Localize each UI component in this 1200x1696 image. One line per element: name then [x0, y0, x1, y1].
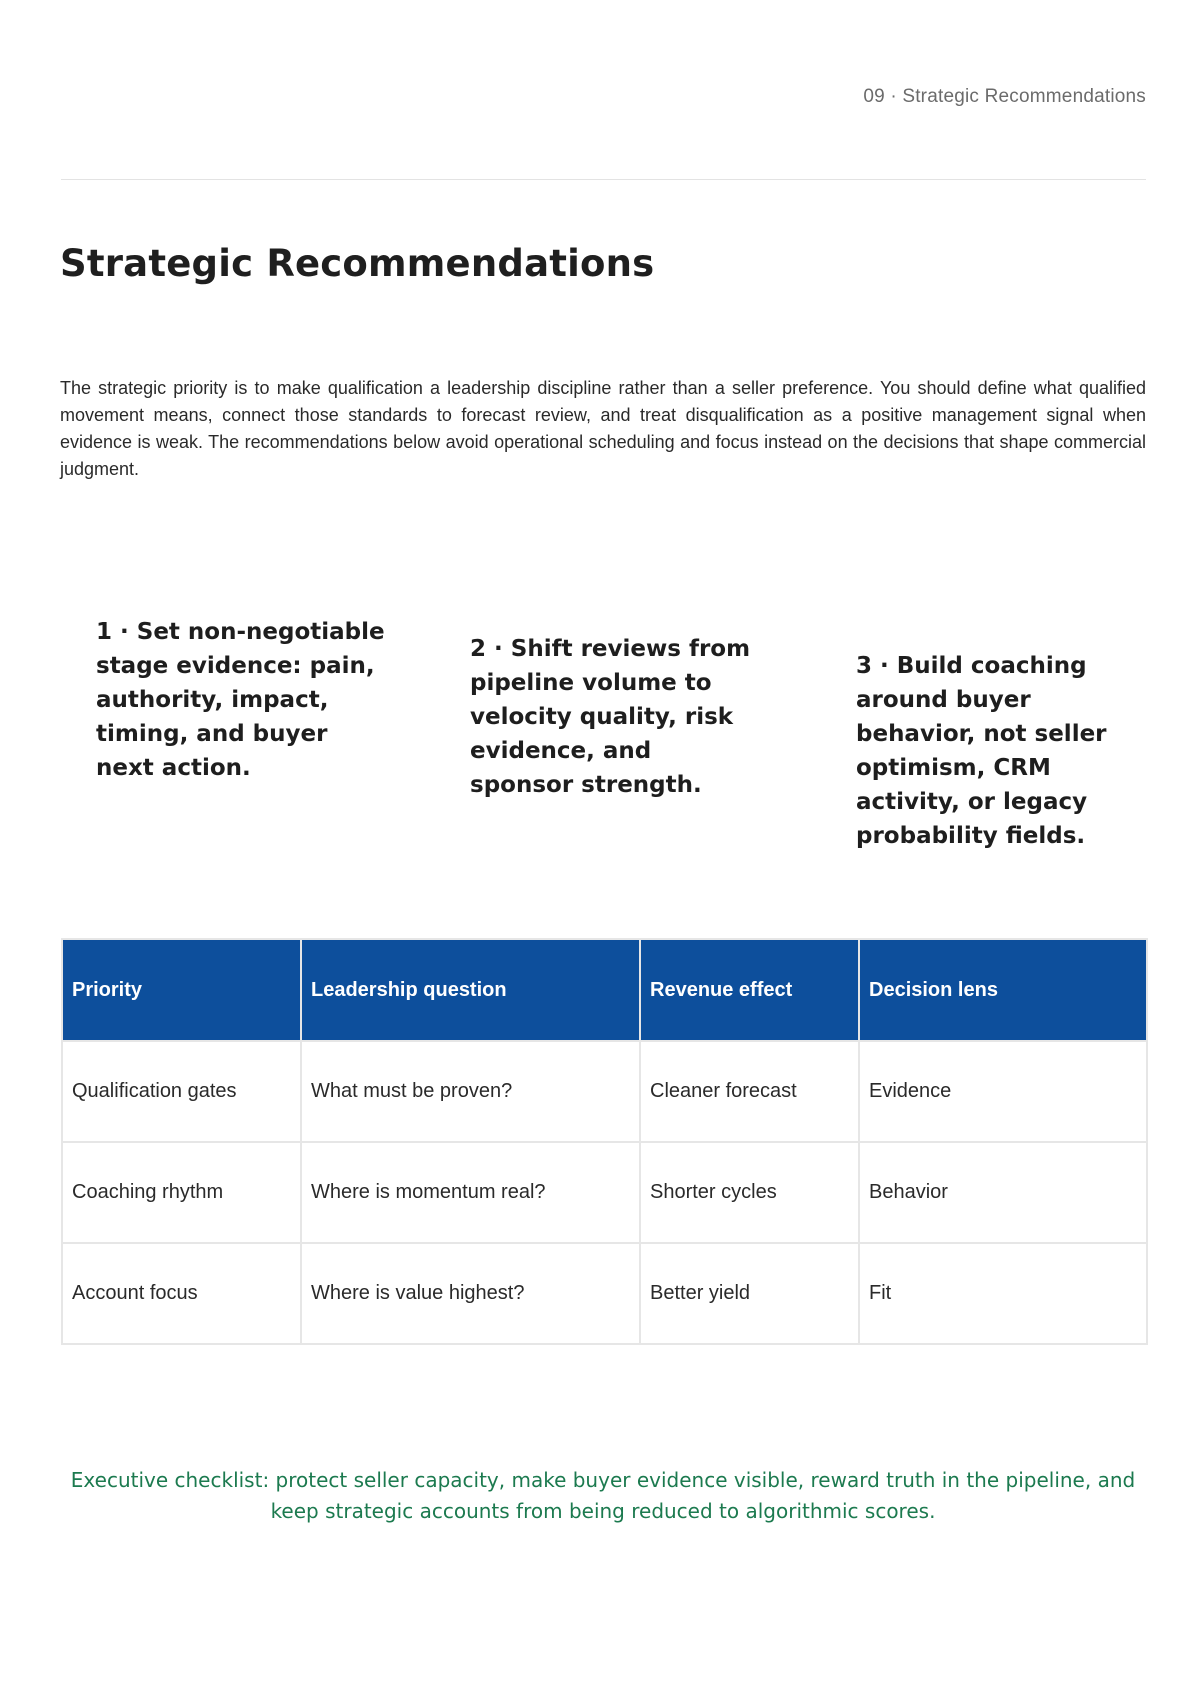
cell-decision-lens: Fit — [859, 1243, 1147, 1344]
recommendation-2: 2 · Shift reviews from pipeline volume to velocity quality, risk evidence, and sponsor strength. — [470, 636, 751, 798]
header-revenue-effect: Revenue effect — [640, 939, 859, 1041]
header-priority: Priority — [62, 939, 301, 1041]
recommendation-3: 3 · Build coaching around buyer behavior, not seller optimism, CRM activity, or legacy probability fields. — [856, 653, 1107, 849]
cell-revenue-effect: Shorter cycles — [640, 1142, 859, 1243]
cell-priority: Qualification gates — [62, 1041, 301, 1142]
cell-leadership-question: Where is momentum real? — [301, 1142, 640, 1243]
recommendation-1: 1 · Set non-negotiable stage evidence: pain, authority, impact, timing, and buyer next action. — [96, 619, 385, 781]
cell-leadership-question: Where is value highest? — [301, 1243, 640, 1344]
cell-decision-lens: Behavior — [859, 1142, 1147, 1243]
running-header: 09 · Strategic Recommendations — [863, 86, 1146, 107]
header-divider — [61, 179, 1146, 180]
cell-revenue-effect: Better yield — [640, 1243, 859, 1344]
cell-leadership-question: What must be proven? — [301, 1041, 640, 1142]
table-row — [62, 1142, 1147, 1243]
table-header-row — [62, 939, 1147, 1041]
header-decision-lens: Decision lens — [859, 939, 1147, 1041]
intro-paragraph: The strategic priority is to make qualification a leadership discipline rather than a seller preference. You should define what qualified movement means, connect those standards to forecast review, and treat disqualification as a positive management signal when evidence is weak. The recommendations below avoid operational scheduling and focus instead on the decisions that shape commercial judgment. — [60, 378, 1146, 479]
cell-priority: Coaching rhythm — [62, 1142, 301, 1243]
cell-revenue-effect: Cleaner forecast — [640, 1041, 859, 1142]
cell-decision-lens: Evidence — [859, 1041, 1147, 1142]
executive-checklist: Executive checklist: protect seller capacity, make buyer evidence visible, reward truth in the pipeline, and keep strategic accounts from being reduced to algorithmic scores. — [70, 1468, 1136, 1523]
page-title: Strategic Recommendations — [60, 242, 655, 285]
cell-priority: Account focus — [62, 1243, 301, 1344]
priority-table — [61, 938, 1148, 1345]
table-row — [62, 1243, 1147, 1344]
table-row — [62, 1041, 1147, 1142]
header-leadership-question: Leadership question — [301, 939, 640, 1041]
